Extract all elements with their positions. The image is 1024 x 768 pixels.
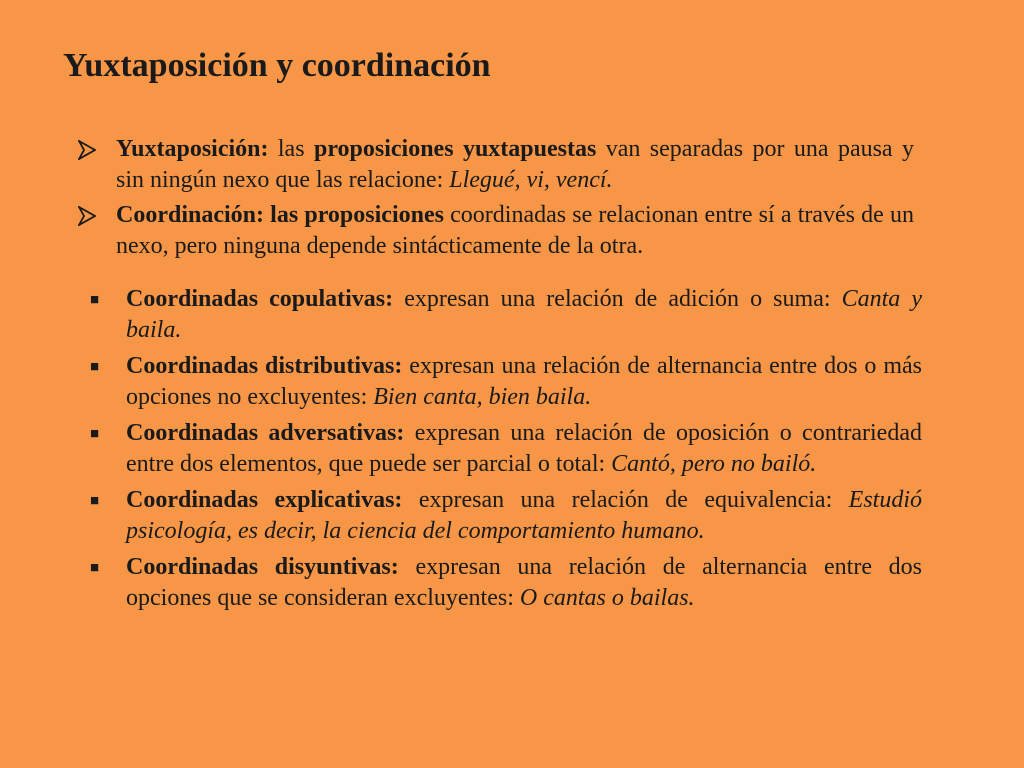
example-text: Canta y baila. [126, 286, 922, 343]
list-item-text [116, 136, 914, 193]
bold-term: Yuxtaposición: [116, 136, 269, 162]
example-text: Bien canta, bien baila. [373, 384, 592, 410]
example-text: Estudió psicología, es decir, la ciencia del comportamiento humano. [126, 487, 923, 544]
bold-term: Coordinadas disyuntivas: [126, 554, 399, 580]
bold-term: Coordinadas copulativas: [126, 286, 394, 312]
bold-term: Coordinadas distributivas: [126, 353, 403, 379]
bold-term: Coordinadas explicativas: [126, 487, 403, 513]
list-item-text [126, 420, 922, 477]
bold-term: Coordinación: las proposiciones [116, 202, 444, 228]
arrow-bullet-icon [78, 140, 96, 160]
body-text: expresan una relación de adición o suma: [393, 286, 842, 312]
list-item-explicativas [88, 485, 922, 547]
body-text: expresan una relación de alternancia entre dos o más opciones no excluyentes: [126, 353, 922, 410]
square-bullet-icon: ■ [90, 359, 100, 375]
slide-title: Yuxtaposición y coordinación [63, 47, 491, 84]
square-bullet-icon: ■ [90, 560, 100, 576]
list-item-yuxtaposicion [78, 134, 914, 196]
example-text: Cantó, pero no bailó. [611, 451, 817, 477]
list-item-coordinacion [78, 200, 914, 262]
bold-term: proposiciones yuxtapuestas [313, 136, 597, 162]
list-item-text [126, 487, 922, 544]
list-item-text [126, 286, 922, 343]
main-bullet-list [78, 134, 914, 266]
bold-term: Coordinadas adversativas: [126, 420, 405, 446]
list-item-text [126, 353, 922, 410]
list-item-disyuntivas [88, 552, 922, 614]
body-text: van separadas por una pausa y sin ningún nexo que las relacione: [116, 136, 914, 193]
list-item-text [126, 554, 922, 611]
list-item-copulativas [88, 284, 922, 346]
body-text: coordinadas se relacionan entre sí a través de un nexo, pero ninguna depende sintácticamente de la otra. [116, 202, 914, 259]
list-item-text [116, 202, 914, 259]
body-text: expresan una relación de oposición o contrariedad entre dos elementos, que puede ser parcial o total: [126, 420, 922, 477]
list-item-adversativas [88, 418, 922, 480]
arrow-bullet-icon [78, 206, 96, 226]
example-text: O cantas o bailas. [519, 585, 695, 611]
body-text: expresan una relación de alternancia entre dos opciones que se consideran excluyentes: [126, 554, 922, 611]
body-text: las [268, 136, 314, 162]
body-text: expresan una relación de equivalencia: [402, 487, 849, 513]
square-bullet-icon: ■ [90, 426, 100, 442]
square-bullet-icon: ■ [90, 292, 100, 308]
sub-bullet-list [88, 284, 922, 619]
square-bullet-icon: ■ [90, 493, 100, 509]
list-item-distributivas [88, 351, 922, 413]
example-text: Llegué, vi, vencí. [449, 167, 613, 193]
